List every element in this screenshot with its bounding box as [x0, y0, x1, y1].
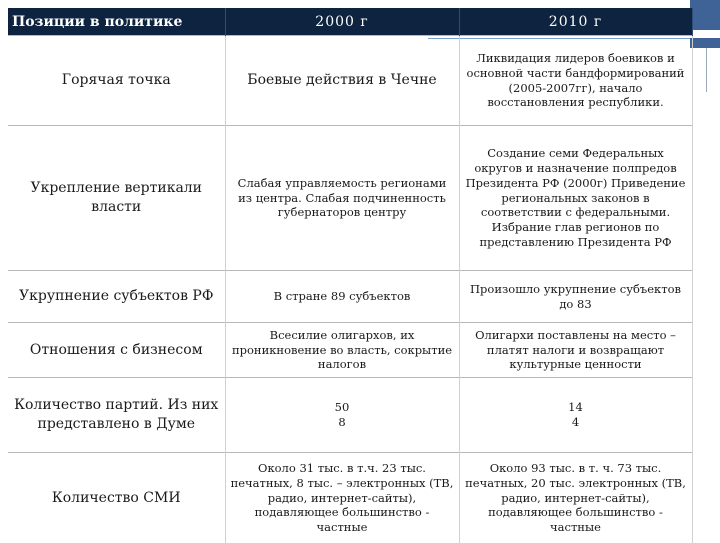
table-row	[8, 378, 692, 453]
decorative-box	[706, 48, 720, 92]
row-2010-value: Произошло укрупнение субъектов до 83	[459, 271, 692, 323]
row-position: Количество партий. Из них представлено в Думе	[8, 378, 225, 453]
row-2010-value: Олигархи поставлены на место – платят налоги и возвращают культурные ценности	[459, 323, 692, 378]
table-row	[8, 453, 692, 543]
header-positions: Позиции в политике	[8, 8, 225, 36]
parties-count-2000: 50	[230, 400, 455, 415]
row-2000-value: Слабая управляемость регионами из центра. Слабая подчиненность губернаторов центру	[225, 126, 459, 271]
parties-count-2010: 14	[464, 400, 688, 415]
table-row	[8, 323, 692, 378]
decorative-bar-top	[690, 0, 720, 30]
row-2000-value: Боевые действия в Чечне	[225, 36, 459, 126]
politics-comparison-table	[8, 8, 693, 543]
row-position: Количество СМИ	[8, 453, 225, 543]
row-2000-value: Около 31 тыс. в т.ч. 23 тыс. печатных, 8 тыс. – электронных (ТВ, радио, интернет-сайты), подавляющее большинство - частные	[225, 453, 459, 543]
header-year-2000: 2000 г	[225, 8, 459, 36]
row-2010-value: Создание семи Федеральных округов и назначение полпредов Президента РФ (2000г) Приведение региональных законов в соответствии с федеральными. Избрание глав регионов по представлению Президента РФ	[459, 126, 692, 271]
row-position: Укрупнение субъектов РФ	[8, 271, 225, 323]
table-row	[8, 126, 692, 271]
row-2000-value	[225, 378, 459, 453]
table-row	[8, 271, 692, 323]
row-position: Отношения с бизнесом	[8, 323, 225, 378]
duma-parties-count-2000: 8	[230, 415, 455, 430]
row-2000-value: Всесилие олигархов, их проникновение во власть, сокрытие налогов	[225, 323, 459, 378]
decorative-bar-mid	[690, 38, 720, 48]
header-year-2010: 2010 г	[459, 8, 692, 36]
row-position: Горячая точка	[8, 36, 225, 126]
row-2000-value: В стране 89 субъектов	[225, 271, 459, 323]
duma-parties-count-2010: 4	[464, 415, 688, 430]
row-position: Укрепление вертикали власти	[8, 126, 225, 271]
row-2010-value: Около 93 тыс. в т. ч. 73 тыс. печатных, 20 тыс. электронных (ТВ, радио, интернет-сайты), подавляющее большинство - частные	[459, 453, 692, 543]
row-2010-value: Ликвидация лидеров боевиков и основной части бандформирований (2005-2007гг), начало восстановления республики.	[459, 36, 692, 126]
table-row	[8, 36, 692, 126]
table-header-row	[8, 8, 692, 36]
row-2010-value	[459, 378, 692, 453]
